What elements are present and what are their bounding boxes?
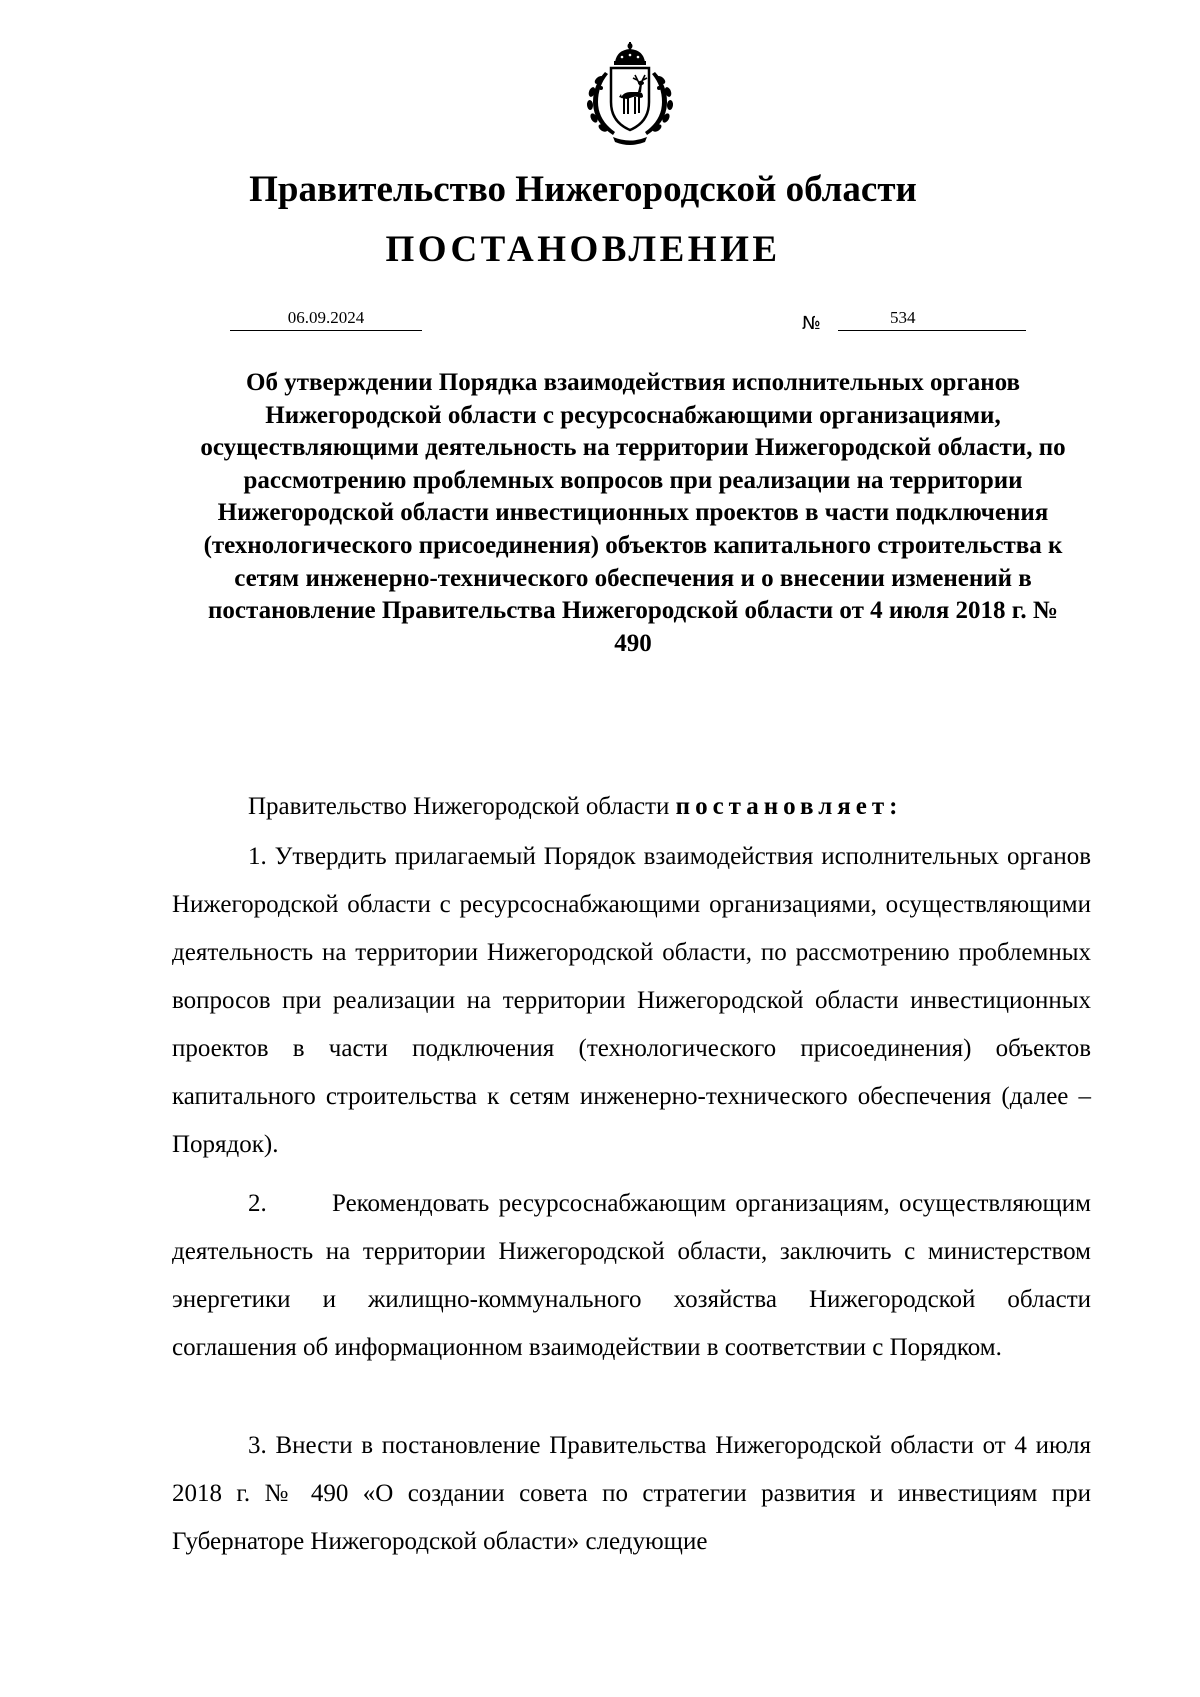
paragraph-number: 1. [248, 843, 267, 870]
document-type: ПОСТАНОВЛЕНИЕ [385, 229, 781, 270]
paragraph-number: 2. [248, 1190, 267, 1217]
paragraph-1 [172, 833, 1091, 1169]
preamble-action: постановляет: [675, 793, 903, 820]
paragraph-text: Рекомендовать ресурсоснабжающим организациям, осуществляющим деятельность на территории Нижегородской области, заключить с министерством энергетики и жилищно-коммунального хозяйства Нижегородской области соглашения об информационном взаимодействии в соответствии с Порядком. [172, 1190, 1091, 1361]
document-subject: Об утверждении Порядка взаимодействия исполнительных органов Нижегородской области с ресурсоснабжающими организациями, осуществляющими деятельность на территории Нижегородской области, по рассмотрению проблемных вопросов при реализации на территории Нижегородской области инвестиционных проектов в части подключения (технологического присоединения) объектов капитального строительства к сетям инженерно-технического обеспечения и о внесении изменений в постановление Правительства Нижегородской области от 4 июля 2018 г. № 490 [200, 369, 1066, 657]
number-label: № [802, 313, 821, 334]
paragraph-number: 3. [248, 1432, 267, 1459]
document-number: 534 [838, 308, 1026, 331]
paragraph-text: Утвердить прилагаемый Порядок взаимодействия исполнительных органов Нижегородской области с ресурсоснабжающими организациями, осуществляющими деятельность на территории Нижегородской области, по рассмотрению проблемных вопросов при реализации на территории Нижегородской области инвестиционных проектов в части подключения (технологического присоединения) объектов капитального строительства к сетям инженерно-технического обеспечения (далее – Порядок). [172, 843, 1091, 1158]
document-date: 06.09.2024 [230, 308, 422, 331]
preamble [248, 791, 1108, 823]
paragraph-3 [172, 1422, 1091, 1566]
organization-title: Правительство Нижегородской области [249, 169, 917, 210]
paragraph-text: Внести в постановление Правительства Нижегородской области от 4 июля 2018 г. № 490 «О создании совета по стратегии развития и инвестициям при Губернаторе Нижегородской области» следующие [172, 1432, 1091, 1555]
preamble-text: Правительство Нижегородской области [248, 793, 676, 820]
paragraph-2 [172, 1180, 1091, 1372]
coat-of-arms-icon [575, 40, 685, 148]
